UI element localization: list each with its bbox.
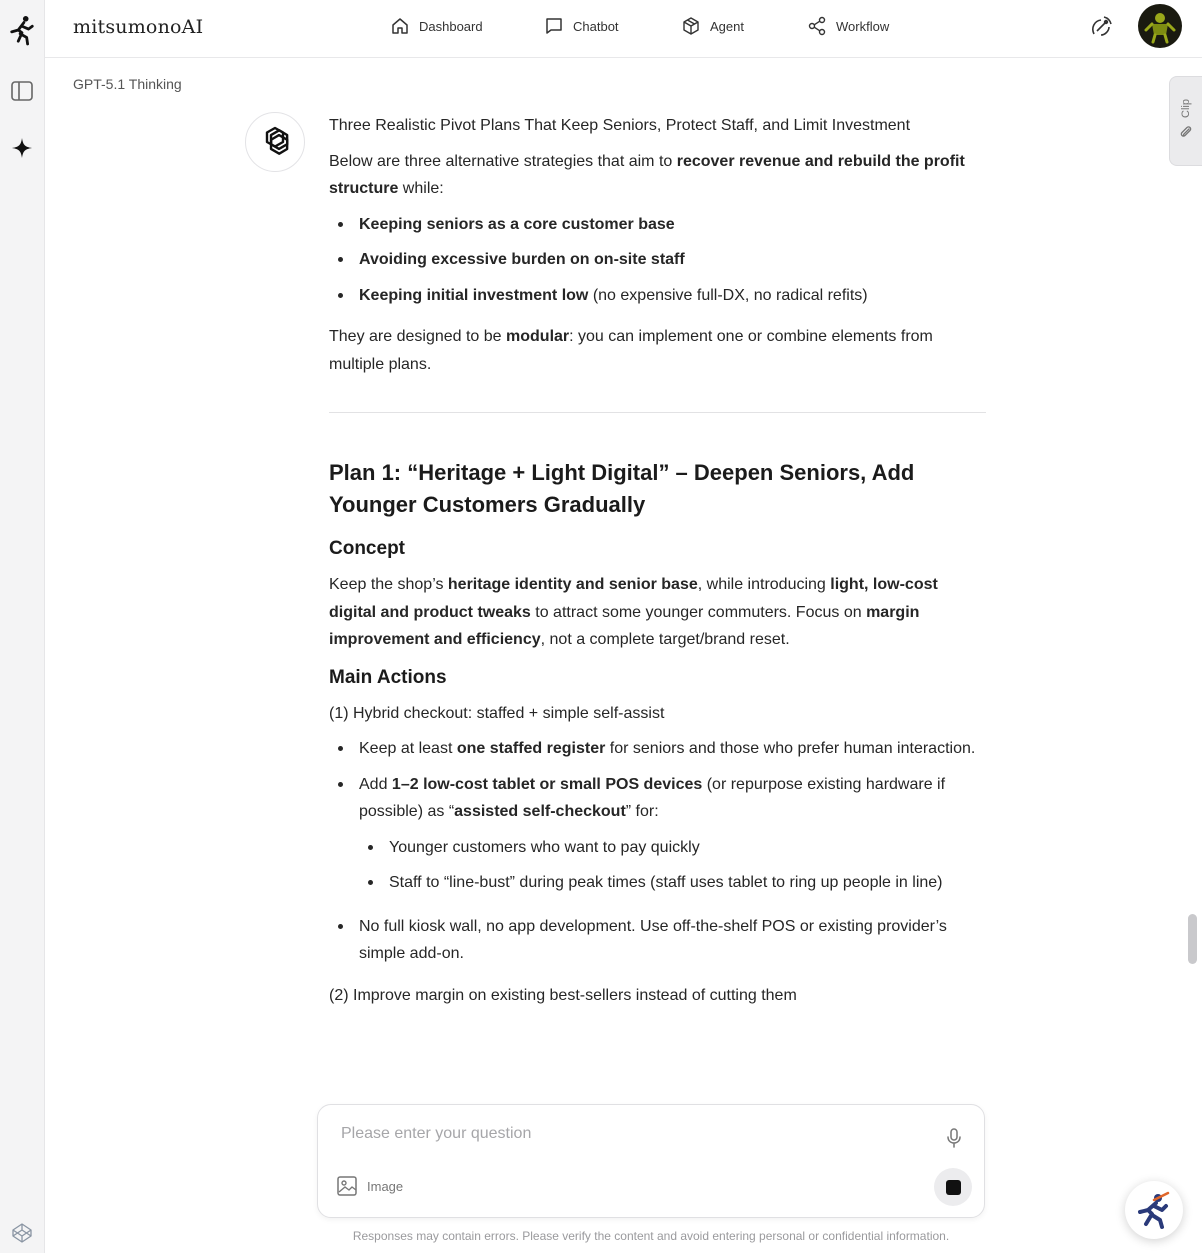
- modular-note: They are designed to be modular: you can implement one or combine elements from multiple plans.: [329, 328, 933, 373]
- nav-chatbot-label: Chatbot: [573, 18, 619, 34]
- model-label[interactable]: GPT-5.1 Thinking: [73, 76, 182, 92]
- nav-agent[interactable]: [681, 15, 744, 37]
- nav-dashboard[interactable]: [390, 15, 483, 37]
- sparkle-icon[interactable]: [8, 134, 36, 162]
- assistant-avatar: [245, 112, 305, 172]
- image-upload-label: Image: [367, 1178, 404, 1194]
- user-avatar[interactable]: [1138, 4, 1182, 48]
- image-icon: [336, 1175, 358, 1197]
- action2-title: (2) Improve margin on existing best-sellers instead of cutting them: [329, 986, 797, 1004]
- microphone-icon[interactable]: [944, 1127, 964, 1154]
- list-item: Keep at least one staffed register for seniors and those who prefer human interaction.: [329, 735, 986, 763]
- list-item: Staff to “line-bust” during peak times (staff uses tablet to ring up people in line): [359, 869, 986, 897]
- sidebar-toggle-icon[interactable]: [8, 77, 36, 105]
- plan1-heading: Plan 1: “Heritage + Light Digital” – Deepen Seniors, Add Younger Customers Gradually: [329, 460, 915, 517]
- list-item: Add 1–2 low-cost tablet or small POS devices (or repurpose existing hardware if possible) as “assisted self-checkout” for: Younger customers who want to pay quickly Staff to “line-bust” during peak times (staff uses tablet to ring up people in line): [329, 771, 986, 897]
- brand-name: mitsumonoAI: [73, 16, 204, 38]
- top-bar: [45, 0, 1202, 58]
- goals-list: [329, 211, 986, 310]
- left-rail: [0, 0, 45, 1253]
- home-icon: [390, 16, 410, 36]
- main-actions-heading: Main Actions: [329, 666, 447, 688]
- action1-list: [329, 735, 986, 968]
- share-icon: [807, 16, 827, 36]
- runner-logo-icon[interactable]: [8, 16, 36, 44]
- chat-icon: [544, 16, 564, 36]
- list-item: Keeping initial investment low (no expensive full-DX, no radical refits): [329, 282, 986, 310]
- paperclip-icon: [1179, 124, 1193, 140]
- stop-button[interactable]: [934, 1168, 972, 1206]
- list-item: Younger customers who want to pay quickly: [359, 834, 986, 862]
- message-intro-title: Three Realistic Pivot Plans That Keep Seniors, Protect Staff, and Limit Investment: [329, 117, 911, 134]
- nav-agent-label: Agent: [710, 18, 744, 34]
- question-input[interactable]: [341, 1125, 901, 1143]
- list-item: Avoiding excessive burden on on-site staff: [329, 246, 986, 274]
- composer: [317, 1104, 985, 1218]
- list-item: Keeping seniors as a core customer base: [329, 211, 986, 239]
- concept-paragraph: Keep the shop’s heritage identity and senior base, while introducing light, low-cost digital and product tweaks to attract some younger commuters. Focus on margin improvement and efficiency, not a complete target/brand reset.: [329, 576, 938, 648]
- disclaimer: Responses may contain errors. Please verify the content and avoid entering personal or confidential information.: [352, 1229, 950, 1243]
- assistant-launcher-button[interactable]: [1125, 1181, 1183, 1239]
- image-upload-button[interactable]: [336, 1175, 403, 1197]
- clip-tab[interactable]: [1169, 76, 1202, 166]
- cube-icon: [681, 16, 701, 36]
- scrollbar-thumb[interactable]: [1188, 914, 1197, 964]
- list-item: No full kiosk wall, no app development. Use off-the-shelf POS or existing provider’s simple add-on.: [329, 913, 986, 968]
- nav-workflow-label: Workflow: [836, 18, 890, 34]
- satellite-icon[interactable]: [1088, 14, 1114, 45]
- avatar-figure-icon: [1142, 8, 1178, 44]
- clip-label: Clip: [1180, 99, 1192, 118]
- codepen-icon[interactable]: [8, 1219, 36, 1247]
- action1-title: (1) Hybrid checkout: staffed + simple self-assist: [329, 704, 665, 722]
- action1-sublist: [359, 834, 986, 897]
- nav-dashboard-label: Dashboard: [419, 18, 483, 34]
- message-intro: Below are three alternative strategies that aim to recover revenue and rebuild the profit structure while:: [329, 152, 965, 197]
- ninja-mascot-icon: [1134, 1190, 1174, 1230]
- assistant-message: [329, 112, 986, 1102]
- divider: [329, 412, 986, 413]
- nav-chatbot[interactable]: [544, 15, 619, 37]
- concept-heading: Concept: [329, 538, 405, 559]
- stop-icon: [946, 1180, 961, 1195]
- openai-logo-icon: [255, 122, 295, 162]
- nav-workflow[interactable]: [807, 15, 889, 37]
